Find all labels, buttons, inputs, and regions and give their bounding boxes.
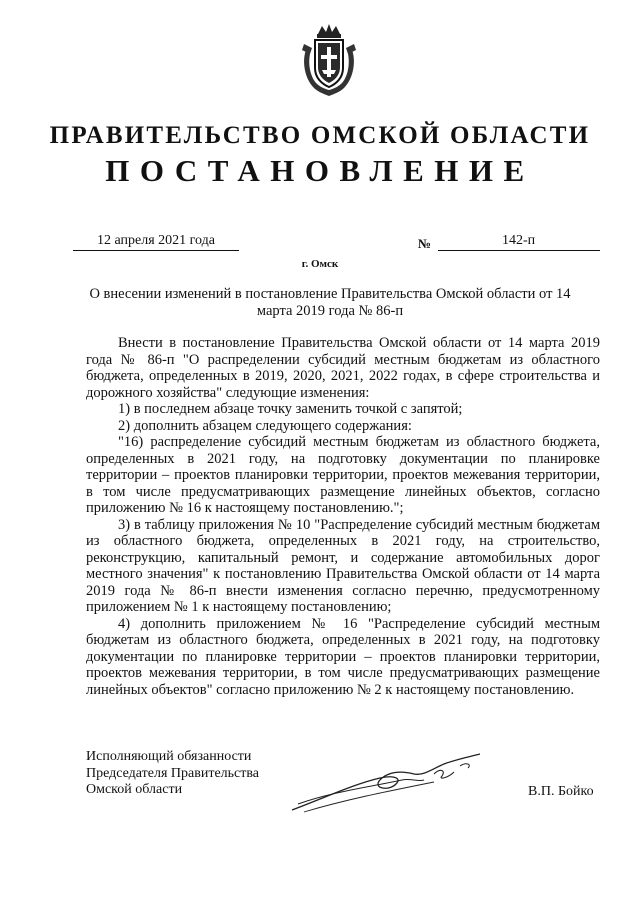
handwritten-signature	[284, 748, 494, 820]
body-paragraph: Внести в постановление Правительства Омской области от 14 марта 2019 года № 86-п "О распределении субсидий местным бюджетам из областного бюджета, определенных в 2019, 2020, 2021, 2022 годах, в сфере строительства и дорожного хозяйства" следующие изменения:	[86, 335, 600, 401]
signatory-position	[86, 749, 259, 799]
body-paragraph: 3) в таблицу приложения № 10 "Распределение субсидий местным бюджетам из областного бюджета, определенных в 2021 году, на строительство, реконструкцию, капитальный ремонт, и содержание автомобильных дорог местного значения" к постановлению Правительства Омской области от 14 марта 2019 года № 86-п внести изменения согласно перечню, предусмотренному приложением № 1 к настоящему постановлению;	[86, 516, 600, 615]
signatory-position-line: Исполняющий обязанности	[86, 749, 252, 764]
body-paragraph: 2) дополнить абзацем следующего содержания:	[118, 417, 412, 434]
document-date: 12 апреля 2021 года	[73, 233, 239, 251]
government-title: ПРАВИТЕЛЬСТВО ОМСКОЙ ОБЛАСТИ	[49, 122, 591, 149]
number-sign: №	[418, 236, 432, 251]
document-city: г. Омск	[301, 258, 339, 270]
document-number: 142-п	[502, 233, 536, 248]
document-body	[86, 335, 600, 698]
document-subject: О внесении изменений в постановление Правительства Омской области от 14 марта 2019 года № 86-п	[89, 286, 571, 319]
document-number-field	[438, 233, 600, 251]
body-paragraph: 4) дополнить приложением № 16 "Распределение субсидий местным бюджетам из областного бюджета, определенных в 2021 году, на подготовку документации по планировке территории – проектов планировки территории, проектов межевания территории, в том числе предусматривающих размещение линейных объектов" согласно приложению № 2 к настоящему постановлению.	[86, 615, 600, 698]
coat-of-arms-emblem	[298, 20, 360, 100]
signatory-name: В.П. Бойко	[528, 784, 594, 799]
document-type-title: ПОСТАНОВЛЕНИЕ	[105, 153, 535, 188]
signatory-position-line: Омской области	[86, 782, 183, 797]
signatory-position-line: Председателя Правительства	[86, 765, 260, 781]
body-paragraph: 1) в последнем абзаце точку заменить точкой с запятой;	[118, 401, 463, 417]
body-paragraph: "16) распределение субсидий местным бюджетам из областного бюджета, определенных в 2021 году, на подготовку документации по планировке территории – проектов планировки территории, проектов межевания территории, в том числе предусматривающих размещение линейных объектов, согласно приложению № 16 к настоящему постановлению.";	[86, 434, 600, 516]
